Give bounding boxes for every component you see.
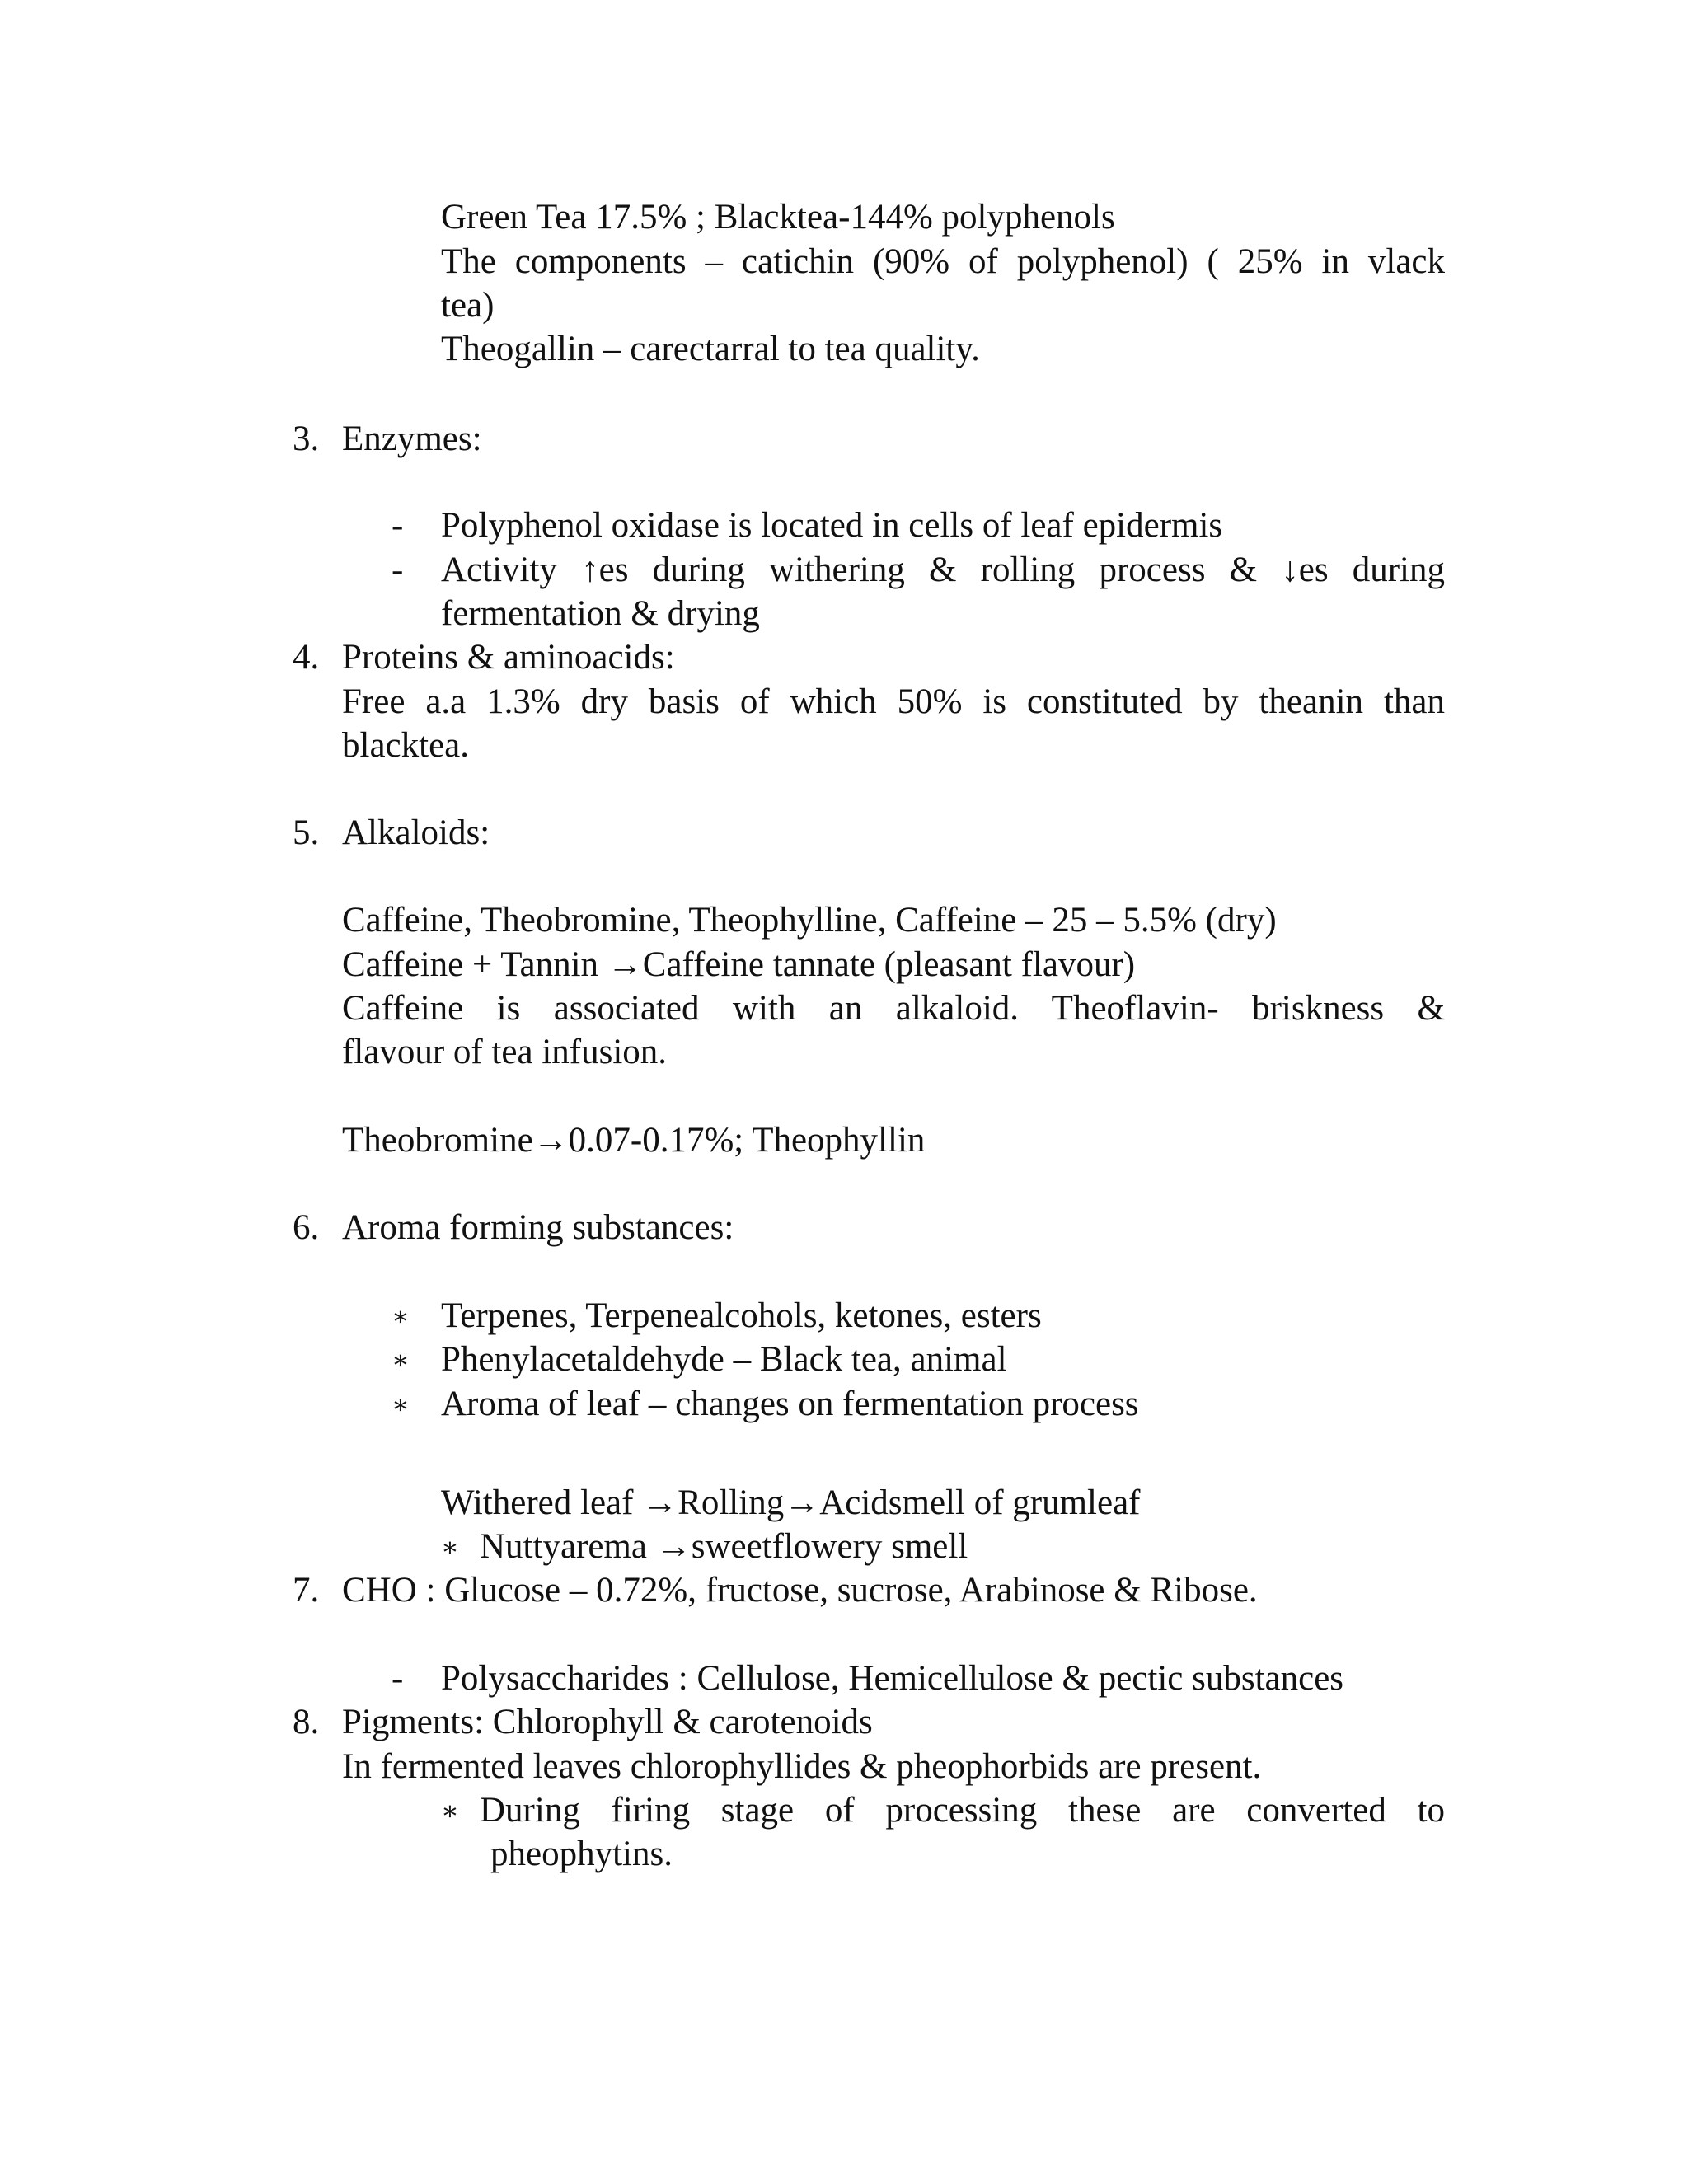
aroma-heading: Aroma forming substances: [342,1208,734,1247]
enzymes-bullet-2a: Activity ↑es during withering & rolling process & ↓es during [441,551,1445,589]
aroma-item-3: Aroma of leaf – changes on fermentation process [441,1385,1139,1423]
aroma-star-2: ∗ [392,1345,410,1375]
aroma-star-3: ∗ [392,1390,410,1419]
alkaloids-heading: Alkaloids: [342,813,490,852]
aroma-number: 6. [293,1208,320,1247]
cho-bullet-marker: - [392,1659,404,1698]
proteins-line-1a: Free a.a 1.3% dry basis of which 50% is constituted by theanin than [342,682,1445,721]
alkaloids-line-3b: flavour of tea infusion. [342,1033,668,1071]
polyphenol-line-2b: tea) [441,286,495,325]
pigments-heading: Pigments: Chlorophyll & carotenoids [342,1703,873,1741]
aroma-item-1: Terpenes, Terpenealcohols, ketones, esters [441,1296,1042,1335]
pigments-line-2a: During firing stage of processing these are converted to [480,1791,1445,1830]
cho-bullet-1: Polysaccharides : Cellulose, Hemicellulose & pectic substances [441,1659,1344,1698]
alkaloids-line-4: Theobromine→0.07-0.17%; Theophyllin [342,1121,926,1160]
proteins-heading: Proteins & aminoacids: [342,638,675,677]
enzymes-bullet-1-marker: - [392,506,404,545]
alkaloids-number: 5. [293,813,320,852]
enzymes-number: 3. [293,419,320,458]
aroma-item-2: Phenylacetaldehyde – Black tea, animal [441,1340,1007,1379]
enzymes-bullet-1: Polyphenol oxidase is located in cells of leaf epidermis [441,506,1223,545]
cho-heading: CHO : Glucose – 0.72%, fructose, sucrose, Arabinose & Ribose. [342,1571,1258,1610]
pigments-number: 8. [293,1703,320,1741]
alkaloids-line-1: Caffeine, Theobromine, Theophylline, Caffeine – 25 – 5.5% (dry) [342,901,1277,940]
polyphenol-line-2a: The components – catichin (90% of polyphenol) ( 25% in vlack [441,242,1445,281]
alkaloids-line-3a: Caffeine is associated with an alkaloid. Theoflavin- briskness & [342,989,1445,1028]
pigments-star: ∗ [441,1796,459,1825]
aroma-star-4: ∗ [441,1532,459,1562]
enzymes-heading: Enzymes: [342,419,482,458]
aroma-star-1: ∗ [392,1301,410,1331]
aroma-line-5: Nuttyarema →sweetflowery smell [480,1527,968,1566]
aroma-line-4: Withered leaf →Rolling→Acidsmell of grumleaf [441,1483,1141,1522]
proteins-line-1b: blacktea. [342,726,469,765]
enzymes-bullet-2-marker: - [392,551,404,589]
pigments-line-1: In fermented leaves chlorophyllides & pheophorbids are present. [342,1747,1262,1786]
pigments-line-2b: pheophytins. [490,1835,673,1873]
proteins-number: 4. [293,638,320,677]
polyphenol-line-3: Theogallin – carectarral to tea quality. [441,330,980,368]
enzymes-bullet-2b: fermentation & drying [441,594,760,633]
cho-number: 7. [293,1571,320,1610]
polyphenol-line-1: Green Tea 17.5% ; Blacktea-144% polyphenols [441,198,1115,237]
alkaloids-line-2: Caffeine + Tannin →Caffeine tannate (pleasant flavour) [342,945,1136,984]
